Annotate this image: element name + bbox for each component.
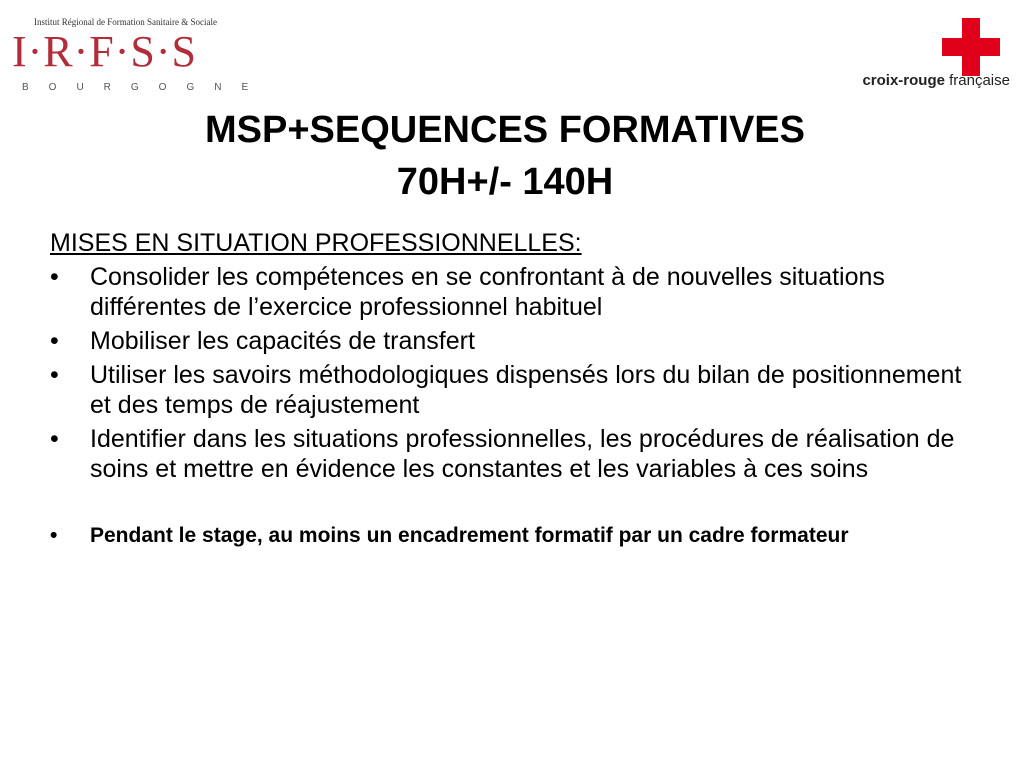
- bullet-icon: •: [50, 425, 59, 453]
- croix-rouge-logo: [750, 18, 1010, 98]
- title-line-1: MSP+SEQUENCES FORMATIVES: [204, 109, 805, 151]
- bullet-icon: •: [50, 263, 59, 291]
- bullet-text: Utiliser les savoirs méthodologiques dispensés lors du bilan de positionnement et des temps de réajustement: [90, 361, 962, 419]
- bullet-icon: •: [50, 327, 59, 355]
- list-item: [50, 424, 970, 484]
- list-item: [50, 360, 970, 420]
- section-heading: MISES EN SITUATION PROFESSIONNELLES:: [50, 229, 582, 257]
- croix-rouge-wordmark: [862, 72, 1010, 89]
- bullet-icon: •: [50, 524, 58, 547]
- red-cross-icon: [942, 18, 1000, 76]
- list-item: [50, 262, 970, 322]
- slide-body: [50, 228, 970, 554]
- irfss-region: BOURGOGNE: [22, 82, 269, 93]
- irfss-tagline: Institut Régional de Formation Sanitaire & Sociale: [34, 17, 217, 27]
- title-line-2: 70H+/- 140H: [396, 161, 614, 203]
- list-item: [50, 326, 970, 356]
- irfss-logo: [12, 12, 269, 93]
- slide-title: [0, 104, 1010, 208]
- bullet-text: Consolider les compétences en se confrontant à de nouvelles situations différentes de l’exercice professionnel habituel: [90, 263, 885, 321]
- bullet-list: [50, 262, 970, 550]
- irfss-letters: I·R·F·S·S: [12, 27, 198, 76]
- crf-brand-bold: croix-rouge: [862, 72, 945, 89]
- bullet-text: Identifier dans les situations professionnelles, les procédures de réalisation de soins et mettre en évidence les constantes et les variables à ces soins: [90, 425, 955, 483]
- list-item-emphasis: [50, 522, 970, 550]
- bullet-icon: •: [50, 361, 59, 389]
- bullet-text: Mobiliser les capacités de transfert: [90, 327, 475, 355]
- crf-brand-rest: française: [944, 72, 1010, 89]
- bullet-text: Pendant le stage, au moins un encadrement formatif par un cadre formateur: [90, 524, 849, 547]
